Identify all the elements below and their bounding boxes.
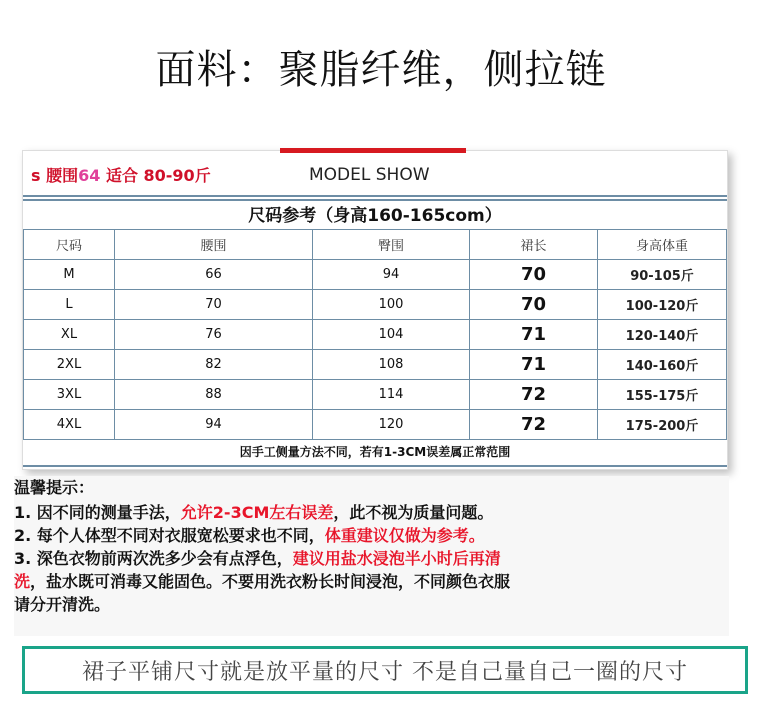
table-footnote: 因手工侧量方法不同，若有1-3CM误差属正常范围 — [239, 445, 511, 459]
cell-size: L — [24, 290, 115, 320]
col-header-hip: 臀围 — [313, 230, 470, 260]
cell-waist: 66 — [115, 260, 313, 290]
tip-line-3 — [14, 547, 729, 570]
size-note-suffix: 适合 80-90斤 — [100, 166, 211, 185]
cell-height-weight: 140-160斤 — [598, 350, 727, 380]
cell-hip: 120 — [313, 410, 470, 440]
col-header-length: 裙长 — [470, 230, 598, 260]
cell-length: 70 — [470, 290, 598, 320]
divider-top — [23, 195, 727, 197]
table-row — [24, 260, 727, 290]
cell-length: 72 — [470, 410, 598, 440]
tips-title: 温馨提示： — [14, 478, 95, 497]
cell-waist: 94 — [115, 410, 313, 440]
fabric-headline: 面料：聚脂纤维，侧拉链 — [155, 47, 607, 93]
tip-line-5: 请分开清洗。 — [14, 595, 111, 614]
cell-waist: 88 — [115, 380, 313, 410]
table-title: 尺码参考（身高160-165com） — [248, 206, 502, 226]
col-header-height-weight: 身高体重 — [598, 230, 727, 260]
care-tips — [14, 476, 729, 636]
table-row — [24, 410, 727, 440]
tip1-text: 1. 因不同的测量手法， — [14, 503, 181, 522]
accent-bar — [280, 148, 466, 153]
table-row — [24, 290, 727, 320]
cell-length: 71 — [470, 320, 598, 350]
cell-length: 70 — [470, 260, 598, 290]
cell-height-weight: 90-105斤 — [598, 260, 727, 290]
col-header-waist: 腰围 — [115, 230, 313, 260]
cell-size: 2XL — [24, 350, 115, 380]
cell-waist: 76 — [115, 320, 313, 350]
size-chart-card — [22, 150, 728, 470]
tip-line-4 — [14, 570, 729, 593]
col-header-size: 尺码 — [24, 230, 115, 260]
cell-height-weight: 120-140斤 — [598, 320, 727, 350]
cell-size: M — [24, 260, 115, 290]
cell-size: XL — [24, 320, 115, 350]
cell-hip: 100 — [313, 290, 470, 320]
cell-length: 72 — [470, 380, 598, 410]
tip3-text-cont: ，盐水既可消毒又能固色。不要用洗衣粉长时间浸泡，不同颜色衣服 — [30, 572, 511, 591]
cell-size: 4XL — [24, 410, 115, 440]
cell-height-weight: 155-175斤 — [598, 380, 727, 410]
size-note-waist: 64 — [78, 166, 101, 185]
cell-waist: 82 — [115, 350, 313, 380]
measurement-banner: 裙子平铺尺寸就是放平量的尺寸 不是自己量自己一圈的尺寸 — [22, 646, 748, 694]
cell-hip: 114 — [313, 380, 470, 410]
table-row — [24, 320, 727, 350]
cell-height-weight: 175-200斤 — [598, 410, 727, 440]
tip2-text: 2. 每个人体型不同对衣服宽松要求也不同， — [14, 526, 325, 545]
cell-waist: 70 — [115, 290, 313, 320]
table-header-row — [24, 230, 727, 260]
cell-height-weight: 100-120斤 — [598, 290, 727, 320]
tip3-highlight-cont: 洗 — [14, 572, 31, 591]
model-size-note — [31, 163, 211, 186]
cell-length: 71 — [470, 350, 598, 380]
tip1-highlight: 允许2-3CM左右误差 — [180, 503, 334, 522]
cell-size: 3XL — [24, 380, 115, 410]
tip1-text-end: ，此不视为质量问题。 — [333, 503, 494, 522]
tip3-text: 3. 深色衣物前两次洗多少会有点浮色， — [14, 549, 293, 568]
size-note-prefix: s 腰围 — [31, 166, 79, 185]
cell-hip: 94 — [313, 260, 470, 290]
size-table — [23, 229, 727, 440]
divider-bottom — [23, 465, 727, 467]
tip-line-1 — [14, 501, 729, 524]
model-show-label: MODEL SHOW — [309, 165, 430, 185]
cell-hip: 104 — [313, 320, 470, 350]
tip3-highlight: 建议用盐水浸泡半小时后再清 — [292, 549, 501, 568]
tip-line-2 — [14, 524, 729, 547]
table-row — [24, 380, 727, 410]
tip2-highlight: 体重建议仅做为参考。 — [324, 526, 485, 545]
cell-hip: 108 — [313, 350, 470, 380]
table-row — [24, 350, 727, 380]
